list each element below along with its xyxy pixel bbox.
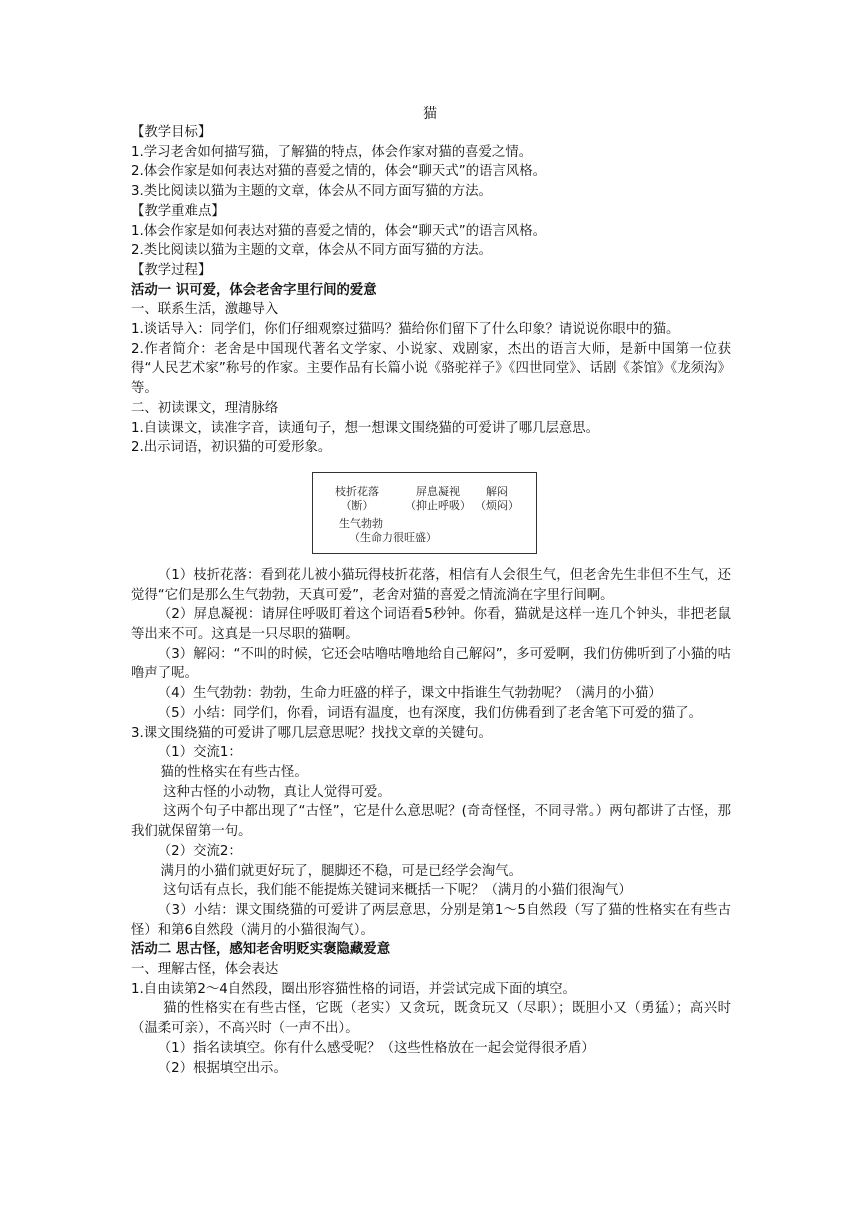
goal-item: 3.类比阅读以猫为主题的文章，体会从不同方面写猫的方法。 <box>131 184 492 200</box>
activity-heading: 活动一 识可爱，体会老舍字里行间的爱意 <box>131 282 377 298</box>
quote-line: 这种古怪的小动物，真让人觉得可爱。 <box>163 784 391 800</box>
heading-goals: 【教学目标】 <box>131 125 212 140</box>
heading-process: 【教学过程】 <box>131 262 212 278</box>
paragraph: 1.自由读第2～4自然段，圈出形容猫性格的词语，并尝试完成下面的填空。 <box>131 981 576 997</box>
vocab-meaning: （抑止呼吸） <box>405 498 471 512</box>
paragraph: （2）屏息凝视：请屏住呼吸盯着这个词语看5秒钟。你看，猫就是这样一连几个钟头，非把老鼠等出来不可。这真是一只尽职的猫啊。 <box>131 607 731 643</box>
paragraph: 2.出示词语，初识猫的可爱形象。 <box>131 440 332 456</box>
goal-item: 1.学习老舍如何描写猫，了解猫的特点，体会作家对猫的喜爱之情。 <box>131 144 533 160</box>
vocab-word: 生气勃勃 <box>339 516 383 530</box>
quote-line: 满月的小猫们就更好玩了，腿脚还不稳，可是已经学会淘气。 <box>160 863 523 879</box>
vocab-word: 屏息凝视 <box>416 484 460 498</box>
key-point-item: 2.类比阅读以猫为主题的文章，体会从不同方面写猫的方法。 <box>131 243 492 259</box>
vocab-item <box>339 517 437 545</box>
quote-line: 猫的性格实在有些古怪。 <box>160 764 308 780</box>
paragraph: （2）交流2： <box>157 843 242 859</box>
vocab-item <box>475 485 519 513</box>
paragraph: 1.自读课文，读准字音，读通句子，想一想课文围绕猫的可爱讲了哪几层意思。 <box>131 420 600 436</box>
paragraph: 1.谈话导入：同学们，你们仔细观察过猫吗？猫给你们留下了什么印象？请说说你眼中的猫。 <box>131 322 680 338</box>
vocab-meaning: （烦闷） <box>475 498 519 512</box>
document-body <box>131 123 731 1078</box>
paragraph: 2.作者简介：老舍是中国现代著名文学家、小说家、戏剧家，杰出的语言大师，是新中国第一位获得“人民艺术家”称号的作家。主要作品有长篇小说《骆驼祥子》《四世同堂》、话剧《茶馆》《龙须沟》等。 <box>131 341 731 397</box>
paragraph: （1）交流1： <box>157 745 242 761</box>
activity-heading: 活动二 思古怪，感知老舍明贬实褒隐藏爱意 <box>131 942 391 958</box>
paragraph: （1）指名读填空。你有什么感受呢？（这些性格放在一起会觉得很矛盾） <box>157 1040 595 1056</box>
paragraph: 这句话有点长，我们能不能提炼关键词来概括一下呢？（满月的小猫们很淘气） <box>163 883 632 899</box>
paragraph: （3）解闷：“不叫的时候，它还会咕噜咕噜地给自己解闷”，多可爱啊，我们仿佛听到了小猫的咕噜声了呢。 <box>131 646 731 682</box>
section-heading: 二、初读课文，理清脉络 <box>131 400 279 416</box>
key-point-item: 1.体会作家是如何表达对猫的喜爱之情的，体会“聊天式”的语言风格。 <box>131 223 546 239</box>
vocab-word: 解闷 <box>486 484 508 498</box>
goal-item: 2.体会作家是如何表达对猫的喜爱之情的，体会“聊天式”的语言风格。 <box>131 164 546 180</box>
vocab-item <box>405 485 471 513</box>
paragraph: （1）枝折花落：看到花儿被小猫玩得枝折花落，相信有人会很生气，但老舍先生非但不生气，还觉得“它们是那么生气勃勃，天真可爱”，老舍对猫的喜爱之情流淌在字里行间啊。 <box>131 567 731 603</box>
vocab-item <box>335 485 379 513</box>
vocab-word: 枝折花落 <box>335 484 379 498</box>
paragraph: 3.课文围绕猫的可爱讲了哪几层意思呢？找找文章的关键句。 <box>131 725 492 741</box>
paragraph: 猫的性格实在有些古怪，它既（老实）又贪玩，既贪玩又（尽职）；既胆小又（勇猛）；高兴时（温柔可亲），不高兴时（一声不出）。 <box>131 1001 731 1037</box>
document-title: 猫 <box>423 106 437 122</box>
section-heading: 一、联系生活，激趣导入 <box>131 302 279 318</box>
section-heading: 一、理解古怪，体会表达 <box>131 962 279 978</box>
paragraph: 这两个句子中都出现了“古怪”，它是什么意思呢？(奇奇怪怪，不同寻常。）两句都讲了古怪，那我们就保留第一句。 <box>131 804 731 840</box>
paragraph: （5）小结：同学们，你看，词语有温度，也有深度，我们仿佛看到了老舍笔下可爱的猫了。 <box>157 705 702 721</box>
vocab-box <box>312 472 537 554</box>
heading-key-points: 【教学重难点】 <box>131 203 225 219</box>
vocab-meaning: （生命力很旺盛） <box>349 530 437 544</box>
paragraph: （4）生气勃勃：勃勃，生命力旺盛的样子，课文中指谁生气勃勃呢？（满月的小猫） <box>157 686 662 702</box>
paragraph: （3）小结：课文围绕猫的可爱讲了两层意思，分别是第1～5自然段（写了猫的性格实在有些古怪）和第6自然段（满月的小猫很淘气）。 <box>131 902 731 938</box>
paragraph: （2）根据填空出示。 <box>157 1060 287 1076</box>
vocab-meaning: （断） <box>340 498 374 512</box>
